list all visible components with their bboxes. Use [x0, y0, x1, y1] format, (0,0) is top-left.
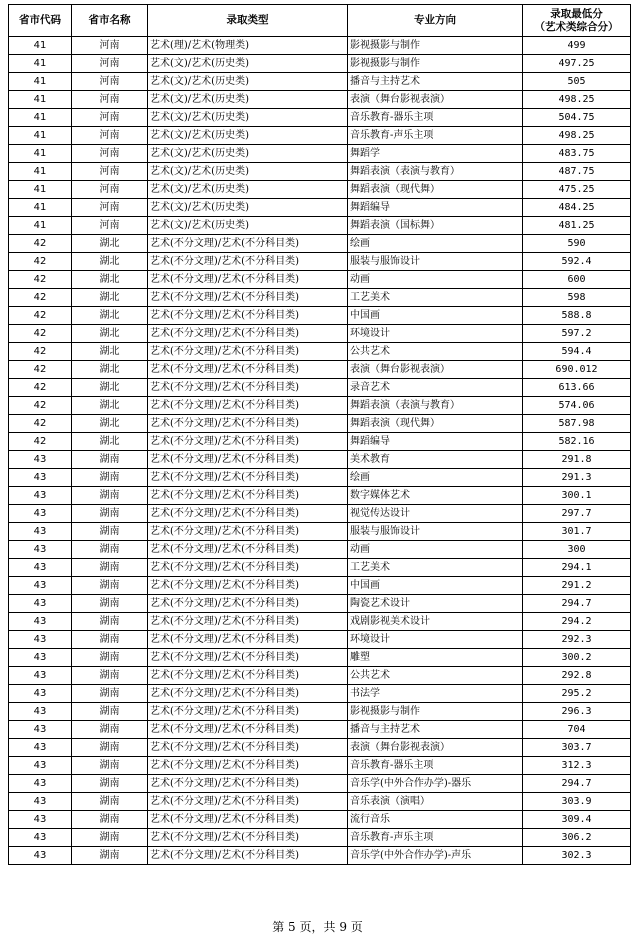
cell-province: 湖南 — [72, 847, 148, 865]
cell-province: 河南 — [72, 199, 148, 217]
cell-type: 艺术(不分文理)/艺术(不分科目类) — [148, 775, 348, 793]
cell-major: 服装与服饰设计 — [348, 523, 523, 541]
cell-province: 湖北 — [72, 235, 148, 253]
cell-score: 302.3 — [523, 847, 631, 865]
cell-type: 艺术(不分文理)/艺术(不分科目类) — [148, 271, 348, 289]
cell-province: 湖南 — [72, 559, 148, 577]
cell-code: 42 — [9, 415, 72, 433]
cell-type: 艺术(文)/艺术(历史类) — [148, 181, 348, 199]
table-row — [9, 595, 631, 613]
cell-score: 574.06 — [523, 397, 631, 415]
cell-score: 300.1 — [523, 487, 631, 505]
header-province: 省市名称 — [72, 5, 148, 37]
cell-code: 43 — [9, 487, 72, 505]
cell-province: 湖北 — [72, 307, 148, 325]
cell-major: 影视摄影与制作 — [348, 37, 523, 55]
cell-code: 42 — [9, 271, 72, 289]
cell-type: 艺术(文)/艺术(历史类) — [148, 145, 348, 163]
table-row — [9, 685, 631, 703]
cell-province: 河南 — [72, 181, 148, 199]
cell-score: 303.7 — [523, 739, 631, 757]
cell-code: 43 — [9, 631, 72, 649]
cell-score: 291.8 — [523, 451, 631, 469]
cell-code: 43 — [9, 757, 72, 775]
cell-type: 艺术(文)/艺术(历史类) — [148, 199, 348, 217]
cell-province: 湖南 — [72, 523, 148, 541]
cell-type: 艺术(不分文理)/艺术(不分科目类) — [148, 721, 348, 739]
cell-type: 艺术(不分文理)/艺术(不分科目类) — [148, 469, 348, 487]
cell-type: 艺术(不分文理)/艺术(不分科目类) — [148, 613, 348, 631]
cell-major: 雕塑 — [348, 649, 523, 667]
cell-type: 艺术(不分文理)/艺术(不分科目类) — [148, 811, 348, 829]
cell-score: 594.4 — [523, 343, 631, 361]
cell-code: 43 — [9, 685, 72, 703]
cell-code: 43 — [9, 739, 72, 757]
table-body — [9, 37, 631, 865]
cell-score: 303.9 — [523, 793, 631, 811]
cell-province: 湖南 — [72, 487, 148, 505]
cell-code: 42 — [9, 433, 72, 451]
cell-code: 43 — [9, 847, 72, 865]
cell-province: 河南 — [72, 73, 148, 91]
table-row — [9, 127, 631, 145]
cell-score: 294.2 — [523, 613, 631, 631]
cell-code: 42 — [9, 397, 72, 415]
cell-score: 300 — [523, 541, 631, 559]
table-row — [9, 487, 631, 505]
cell-province: 河南 — [72, 37, 148, 55]
cell-code: 43 — [9, 505, 72, 523]
cell-type: 艺术(理)/艺术(物理类) — [148, 37, 348, 55]
cell-province: 湖南 — [72, 739, 148, 757]
cell-province: 湖北 — [72, 415, 148, 433]
cell-major: 表演（舞台影视表演） — [348, 361, 523, 379]
cell-code: 43 — [9, 667, 72, 685]
cell-code: 42 — [9, 325, 72, 343]
cell-major: 绘画 — [348, 235, 523, 253]
header-score-line1: 录取最低分 — [550, 7, 603, 20]
cell-score: 309.4 — [523, 811, 631, 829]
cell-province: 湖南 — [72, 685, 148, 703]
table-row — [9, 469, 631, 487]
cell-score: 301.7 — [523, 523, 631, 541]
cell-major: 录音艺术 — [348, 379, 523, 397]
cell-score: 296.3 — [523, 703, 631, 721]
cell-score: 312.3 — [523, 757, 631, 775]
cell-type: 艺术(不分文理)/艺术(不分科目类) — [148, 451, 348, 469]
cell-province: 湖南 — [72, 703, 148, 721]
cell-code: 43 — [9, 703, 72, 721]
cell-score: 499 — [523, 37, 631, 55]
table-row — [9, 577, 631, 595]
cell-type: 艺术(不分文理)/艺术(不分科目类) — [148, 343, 348, 361]
table-row — [9, 307, 631, 325]
cell-code: 41 — [9, 73, 72, 91]
table-row — [9, 379, 631, 397]
cell-province: 湖北 — [72, 379, 148, 397]
cell-major: 书法学 — [348, 685, 523, 703]
cell-type: 艺术(不分文理)/艺术(不分科目类) — [148, 739, 348, 757]
cell-province: 湖北 — [72, 343, 148, 361]
table-row — [9, 343, 631, 361]
cell-province: 河南 — [72, 109, 148, 127]
cell-score: 292.3 — [523, 631, 631, 649]
cell-score: 587.98 — [523, 415, 631, 433]
table-row — [9, 325, 631, 343]
cell-score: 300.2 — [523, 649, 631, 667]
header-score-line2: （艺术类综合分） — [534, 20, 619, 33]
cell-score: 690.012 — [523, 361, 631, 379]
table-row — [9, 847, 631, 865]
cell-province: 河南 — [72, 55, 148, 73]
cell-type: 艺术(不分文理)/艺术(不分科目类) — [148, 523, 348, 541]
cell-type: 艺术(不分文理)/艺术(不分科目类) — [148, 235, 348, 253]
cell-major: 中国画 — [348, 307, 523, 325]
cell-major: 影视摄影与制作 — [348, 55, 523, 73]
cell-code: 43 — [9, 811, 72, 829]
cell-type: 艺术(不分文理)/艺术(不分科目类) — [148, 307, 348, 325]
table-row — [9, 37, 631, 55]
cell-major: 音乐教育-声乐主项 — [348, 829, 523, 847]
cell-type: 艺术(不分文理)/艺术(不分科目类) — [148, 253, 348, 271]
table-row — [9, 289, 631, 307]
cell-province: 湖北 — [72, 325, 148, 343]
cell-score: 498.25 — [523, 91, 631, 109]
cell-score: 295.2 — [523, 685, 631, 703]
cell-major: 舞蹈表演（表演与教育） — [348, 397, 523, 415]
cell-major: 舞蹈表演（表演与教育） — [348, 163, 523, 181]
table-row — [9, 649, 631, 667]
cell-type: 艺术(不分文理)/艺术(不分科目类) — [148, 757, 348, 775]
header-code: 省市代码 — [9, 5, 72, 37]
table-row — [9, 415, 631, 433]
table-row — [9, 163, 631, 181]
cell-type: 艺术(不分文理)/艺术(不分科目类) — [148, 325, 348, 343]
cell-province: 河南 — [72, 217, 148, 235]
table-row — [9, 541, 631, 559]
cell-score: 600 — [523, 271, 631, 289]
cell-type: 艺术(不分文理)/艺术(不分科目类) — [148, 559, 348, 577]
cell-major: 工艺美术 — [348, 559, 523, 577]
table-row — [9, 109, 631, 127]
cell-major: 音乐教育-器乐主项 — [348, 109, 523, 127]
table-row — [9, 199, 631, 217]
table-row — [9, 631, 631, 649]
table-row — [9, 73, 631, 91]
cell-code: 43 — [9, 541, 72, 559]
cell-province: 湖南 — [72, 631, 148, 649]
cell-type: 艺术(不分文理)/艺术(不分科目类) — [148, 397, 348, 415]
cell-score: 294.1 — [523, 559, 631, 577]
cell-score: 504.75 — [523, 109, 631, 127]
table-row — [9, 253, 631, 271]
cell-province: 湖南 — [72, 613, 148, 631]
cell-province: 湖南 — [72, 829, 148, 847]
cell-type: 艺术(不分文理)/艺术(不分科目类) — [148, 685, 348, 703]
cell-province: 湖南 — [72, 757, 148, 775]
cell-major: 流行音乐 — [348, 811, 523, 829]
table-row — [9, 667, 631, 685]
cell-code: 41 — [9, 199, 72, 217]
cell-code: 43 — [9, 793, 72, 811]
cell-code: 42 — [9, 253, 72, 271]
cell-major: 视觉传达设计 — [348, 505, 523, 523]
cell-score: 291.3 — [523, 469, 631, 487]
table-row — [9, 559, 631, 577]
table-row — [9, 505, 631, 523]
cell-major: 舞蹈学 — [348, 145, 523, 163]
cell-code: 43 — [9, 721, 72, 739]
table-row — [9, 181, 631, 199]
cell-province: 河南 — [72, 145, 148, 163]
cell-major: 舞蹈编导 — [348, 199, 523, 217]
cell-type: 艺术(不分文理)/艺术(不分科目类) — [148, 667, 348, 685]
cell-major: 陶瓷艺术设计 — [348, 595, 523, 613]
cell-major: 舞蹈表演（现代舞） — [348, 181, 523, 199]
cell-score: 498.25 — [523, 127, 631, 145]
table-row — [9, 523, 631, 541]
cell-score: 487.75 — [523, 163, 631, 181]
cell-code: 42 — [9, 289, 72, 307]
cell-major: 音乐教育-器乐主项 — [348, 757, 523, 775]
cell-code: 43 — [9, 775, 72, 793]
cell-province: 湖北 — [72, 397, 148, 415]
cell-type: 艺术(不分文理)/艺术(不分科目类) — [148, 631, 348, 649]
cell-province: 湖南 — [72, 775, 148, 793]
cell-major: 戏剧影视美术设计 — [348, 613, 523, 631]
cell-type: 艺术(不分文理)/艺术(不分科目类) — [148, 415, 348, 433]
cell-major: 音乐教育-声乐主项 — [348, 127, 523, 145]
cell-province: 湖南 — [72, 649, 148, 667]
cell-type: 艺术(不分文理)/艺术(不分科目类) — [148, 703, 348, 721]
cell-code: 42 — [9, 379, 72, 397]
cell-province: 湖南 — [72, 541, 148, 559]
table-row — [9, 235, 631, 253]
cell-code: 41 — [9, 163, 72, 181]
cell-code: 42 — [9, 307, 72, 325]
table-row — [9, 361, 631, 379]
cell-code: 43 — [9, 559, 72, 577]
cell-province: 湖南 — [72, 793, 148, 811]
cell-code: 43 — [9, 523, 72, 541]
table-row — [9, 757, 631, 775]
table-row — [9, 613, 631, 631]
cell-code: 43 — [9, 613, 72, 631]
cell-score: 704 — [523, 721, 631, 739]
cell-score: 590 — [523, 235, 631, 253]
cell-major: 环境设计 — [348, 631, 523, 649]
cell-major: 播音与主持艺术 — [348, 721, 523, 739]
cell-major: 音乐学(中外合作办学)-声乐 — [348, 847, 523, 865]
page-footer: 第 5 页，共 9 页 — [272, 920, 363, 934]
header-type: 录取类型 — [148, 5, 348, 37]
cell-type: 艺术(不分文理)/艺术(不分科目类) — [148, 433, 348, 451]
cell-code: 43 — [9, 577, 72, 595]
cell-major: 影视摄影与制作 — [348, 703, 523, 721]
admission-score-table — [8, 4, 631, 865]
cell-major: 舞蹈编导 — [348, 433, 523, 451]
cell-type: 艺术(不分文理)/艺术(不分科目类) — [148, 649, 348, 667]
cell-code: 43 — [9, 649, 72, 667]
cell-code: 41 — [9, 37, 72, 55]
cell-score: 613.66 — [523, 379, 631, 397]
cell-major: 环境设计 — [348, 325, 523, 343]
cell-province: 湖南 — [72, 469, 148, 487]
table-row — [9, 703, 631, 721]
table-row — [9, 271, 631, 289]
cell-province: 湖北 — [72, 433, 148, 451]
cell-code: 42 — [9, 361, 72, 379]
cell-major: 舞蹈表演（国标舞） — [348, 217, 523, 235]
cell-code: 41 — [9, 127, 72, 145]
table-row — [9, 775, 631, 793]
cell-type: 艺术(不分文理)/艺术(不分科目类) — [148, 505, 348, 523]
cell-major: 表演（舞台影视表演） — [348, 739, 523, 757]
cell-province: 湖南 — [72, 667, 148, 685]
cell-province: 湖南 — [72, 595, 148, 613]
cell-code: 41 — [9, 109, 72, 127]
cell-code: 43 — [9, 469, 72, 487]
cell-type: 艺术(不分文理)/艺术(不分科目类) — [148, 289, 348, 307]
cell-code: 41 — [9, 91, 72, 109]
cell-type: 艺术(不分文理)/艺术(不分科目类) — [148, 595, 348, 613]
cell-major: 工艺美术 — [348, 289, 523, 307]
cell-score: 505 — [523, 73, 631, 91]
table-row — [9, 433, 631, 451]
cell-major: 动画 — [348, 541, 523, 559]
cell-score: 582.16 — [523, 433, 631, 451]
table-row — [9, 397, 631, 415]
cell-code: 43 — [9, 829, 72, 847]
cell-type: 艺术(文)/艺术(历史类) — [148, 163, 348, 181]
cell-major: 音乐表演（演唱） — [348, 793, 523, 811]
cell-province: 湖南 — [72, 811, 148, 829]
cell-province: 湖北 — [72, 361, 148, 379]
cell-major: 表演（舞台影视表演） — [348, 91, 523, 109]
cell-major: 数字媒体艺术 — [348, 487, 523, 505]
cell-score: 294.7 — [523, 775, 631, 793]
cell-major: 公共艺术 — [348, 343, 523, 361]
cell-score: 291.2 — [523, 577, 631, 595]
table-row — [9, 721, 631, 739]
cell-code: 41 — [9, 217, 72, 235]
cell-type: 艺术(文)/艺术(历史类) — [148, 109, 348, 127]
cell-score: 483.75 — [523, 145, 631, 163]
cell-major: 服装与服饰设计 — [348, 253, 523, 271]
table-row — [9, 451, 631, 469]
cell-province: 湖北 — [72, 271, 148, 289]
cell-major: 公共艺术 — [348, 667, 523, 685]
cell-major: 中国画 — [348, 577, 523, 595]
cell-code: 43 — [9, 595, 72, 613]
cell-score: 497.25 — [523, 55, 631, 73]
cell-score: 475.25 — [523, 181, 631, 199]
cell-major: 美术教育 — [348, 451, 523, 469]
cell-type: 艺术(不分文理)/艺术(不分科目类) — [148, 379, 348, 397]
cell-score: 484.25 — [523, 199, 631, 217]
cell-code: 41 — [9, 145, 72, 163]
cell-major: 音乐学(中外合作办学)-器乐 — [348, 775, 523, 793]
cell-type: 艺术(文)/艺术(历史类) — [148, 91, 348, 109]
cell-type: 艺术(文)/艺术(历史类) — [148, 55, 348, 73]
cell-province: 湖北 — [72, 253, 148, 271]
cell-score: 294.7 — [523, 595, 631, 613]
cell-score: 592.4 — [523, 253, 631, 271]
table-row — [9, 793, 631, 811]
cell-score: 598 — [523, 289, 631, 307]
cell-type: 艺术(文)/艺术(历史类) — [148, 127, 348, 145]
header-score — [523, 5, 631, 37]
cell-score: 292.8 — [523, 667, 631, 685]
cell-province: 湖南 — [72, 721, 148, 739]
cell-province: 河南 — [72, 91, 148, 109]
table-row — [9, 55, 631, 73]
cell-type: 艺术(不分文理)/艺术(不分科目类) — [148, 829, 348, 847]
cell-code: 43 — [9, 451, 72, 469]
cell-score: 297.7 — [523, 505, 631, 523]
cell-code: 41 — [9, 55, 72, 73]
cell-type: 艺术(不分文理)/艺术(不分科目类) — [148, 541, 348, 559]
table-row — [9, 829, 631, 847]
table-row — [9, 217, 631, 235]
cell-type: 艺术(不分文理)/艺术(不分科目类) — [148, 793, 348, 811]
cell-type: 艺术(不分文理)/艺术(不分科目类) — [148, 487, 348, 505]
cell-code: 41 — [9, 181, 72, 199]
cell-major: 播音与主持艺术 — [348, 73, 523, 91]
cell-score: 597.2 — [523, 325, 631, 343]
cell-code: 42 — [9, 235, 72, 253]
cell-major: 动画 — [348, 271, 523, 289]
cell-province: 湖北 — [72, 289, 148, 307]
header-major: 专业方向 — [348, 5, 523, 37]
table-row — [9, 145, 631, 163]
cell-type: 艺术(不分文理)/艺术(不分科目类) — [148, 361, 348, 379]
cell-type: 艺术(不分文理)/艺术(不分科目类) — [148, 577, 348, 595]
cell-type: 艺术(文)/艺术(历史类) — [148, 217, 348, 235]
cell-major: 绘画 — [348, 469, 523, 487]
cell-province: 湖南 — [72, 451, 148, 469]
cell-code: 42 — [9, 343, 72, 361]
cell-major: 舞蹈表演（现代舞） — [348, 415, 523, 433]
cell-province: 河南 — [72, 163, 148, 181]
cell-type: 艺术(文)/艺术(历史类) — [148, 73, 348, 91]
table-header-row — [9, 5, 631, 37]
cell-score: 481.25 — [523, 217, 631, 235]
cell-score: 588.8 — [523, 307, 631, 325]
cell-province: 湖南 — [72, 577, 148, 595]
cell-province: 湖南 — [72, 505, 148, 523]
cell-province: 河南 — [72, 127, 148, 145]
table-row — [9, 811, 631, 829]
table-row — [9, 739, 631, 757]
table-row — [9, 91, 631, 109]
cell-type: 艺术(不分文理)/艺术(不分科目类) — [148, 847, 348, 865]
cell-score: 306.2 — [523, 829, 631, 847]
